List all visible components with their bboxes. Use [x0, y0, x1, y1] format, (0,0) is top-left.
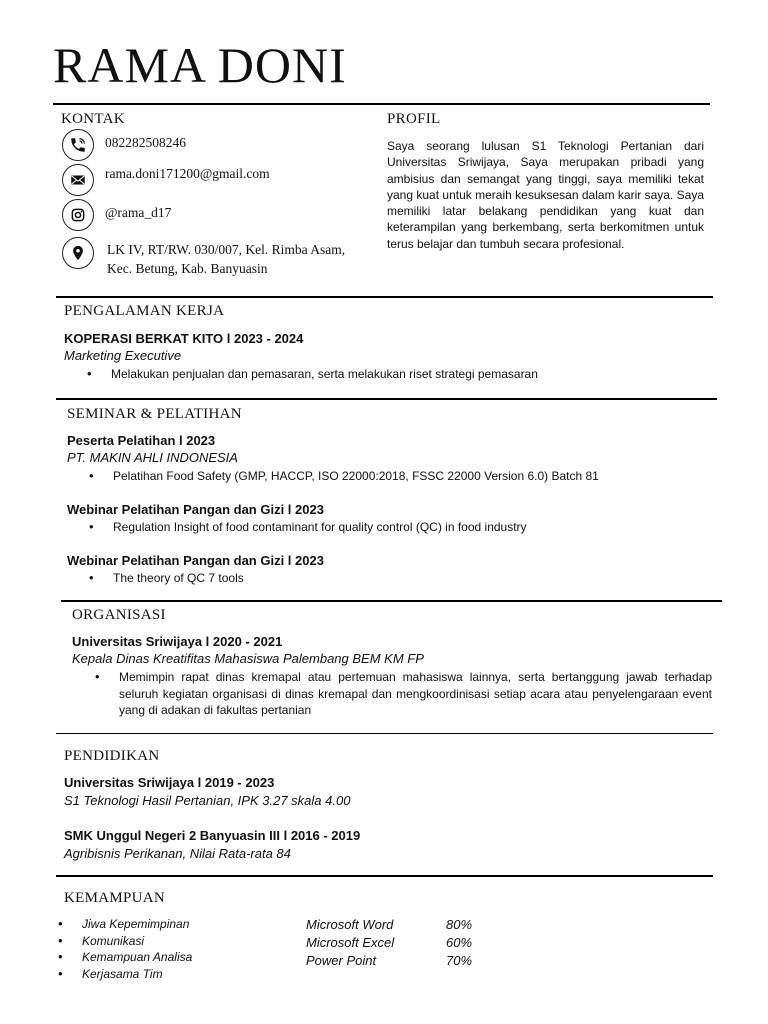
instagram-icon: [62, 199, 94, 231]
email-icon: [62, 164, 94, 196]
organization-role: Kepala Dinas Kreatifitas Mahasiswa Palembang BEM KM FP: [72, 651, 424, 666]
experience-heading: KOPERASI BERKAT KITO l 2023 - 2024: [64, 331, 304, 346]
list-item: • Kemampuan Analisa: [82, 949, 292, 966]
list-item: • Memimpin rapat dinas kremapal atau pertemuan mahasiswa lainnya, serta bertanggung jawab terhadap seluruh kegiatan organisasi di dinas kremapal dan mengkoordinisasi setiap acara atau penyelengaraan event yang di adakan di fakultas pertanian: [119, 669, 712, 719]
education-heading-2: SMK Unggul Negeri 2 Banyuasin III l 2016 - 2019: [64, 828, 361, 843]
tool-row: [306, 952, 506, 970]
education-section-title: PENDIDIKAN: [64, 748, 160, 764]
divider-skills: [56, 875, 713, 877]
profile-text: Saya seorang lulusan S1 Teknologi Pertanian dari Universitas Sriwijaya, Saya merupakan pribadi yang ambisius dan semangat yang tinggi, saya memiliki tekat yang kuat untuk meraih kesuksesan dalam karir saya. Saya memiliki latar belakang pendidikan yang kuat dan keterampilan yang berkembang, serta berkomitmen untuk terus belajar dan tumbuh secara profesional.: [387, 139, 704, 251]
phone-icon: [62, 129, 94, 161]
experience-section-title: PENGALAMAN KERJA: [64, 303, 225, 319]
header-divider: [53, 103, 710, 105]
list-item: • The theory of QC 7 tools: [113, 570, 713, 587]
address-line-1: LK IV, RT/RW. 030/007, Kel. Rimba Asam,: [107, 242, 346, 257]
tool-name: Power Point: [306, 953, 377, 968]
education-detail-2: Agribisnis Perikanan, Nilai Rata-rata 84: [64, 846, 291, 861]
seminar-bullets-1: [113, 468, 713, 485]
contact-instagram: @rama_d17: [105, 205, 172, 220]
seminar-heading-3: Webinar Pelatihan Pangan dan Gizi l 2023: [67, 553, 324, 568]
tool-row: [306, 934, 506, 952]
seminar-heading-2: Webinar Pelatihan Pangan dan Gizi l 2023: [67, 502, 324, 517]
profile-section-title: PROFIL: [387, 111, 441, 127]
tool-row: [306, 916, 506, 934]
divider-seminar: [56, 398, 717, 400]
seminar-section-title: SEMINAR & PELATIHAN: [67, 406, 242, 422]
candidate-name: RAMA DONI: [53, 37, 347, 93]
seminar-org-1: PT. MAKIN AHLI INDONESIA: [67, 450, 238, 465]
list-item: • Regulation Insight of food contaminant for quality control (QC) in food industry: [113, 519, 713, 536]
education-heading-1: Universitas Sriwijaya l 2019 - 2023: [64, 775, 275, 790]
organization-bullets: [119, 669, 712, 719]
tool-level: 60%: [446, 935, 473, 950]
tool-name: Microsoft Word: [306, 917, 394, 932]
divider-organization: [61, 600, 722, 602]
skills-section-title: KEMAMPUAN: [64, 890, 166, 906]
seminar-bullets-2: [113, 519, 713, 536]
education-detail-1: S1 Teknologi Hasil Pertanian, IPK 3.27 skala 4.00: [64, 793, 351, 808]
list-item: • Jiwa Kepemimpinan: [82, 916, 292, 933]
experience-role: Marketing Executive: [64, 348, 182, 363]
location-icon: [62, 237, 94, 269]
tool-level: 70%: [446, 953, 473, 968]
list-item: • Kerjasama Tim: [82, 966, 292, 983]
divider-education: [56, 733, 713, 734]
contact-email: rama.doni171200@gmail.com: [105, 166, 270, 181]
soft-skills-list: [82, 916, 292, 982]
divider-experience: [56, 296, 713, 298]
seminar-bullets-3: [113, 570, 713, 587]
experience-bullets: [111, 366, 711, 383]
tool-name: Microsoft Excel: [306, 935, 395, 950]
tool-skills-list: [306, 916, 506, 970]
contact-address: [107, 240, 345, 278]
organization-heading: Universitas Sriwijaya l 2020 - 2021: [72, 634, 283, 649]
contact-section-title: KONTAK: [61, 111, 125, 127]
list-item: • Komunikasi: [82, 933, 292, 950]
list-item: • Pelatihan Food Safety (GMP, HACCP, ISO 22000:2018, FSSC 22000 Version 6.0) Batch 81: [113, 468, 713, 485]
contact-phone: 082282508246: [105, 135, 186, 150]
seminar-heading-1: Peserta Pelatihan l 2023: [67, 433, 216, 448]
tool-level: 80%: [446, 917, 473, 932]
address-line-2: Kec. Betung, Kab. Banyuasin: [107, 261, 268, 276]
organization-section-title: ORGANISASI: [72, 607, 166, 623]
list-item: • Melakukan penjualan dan pemasaran, serta melakukan riset strategi pemasaran: [111, 366, 711, 383]
